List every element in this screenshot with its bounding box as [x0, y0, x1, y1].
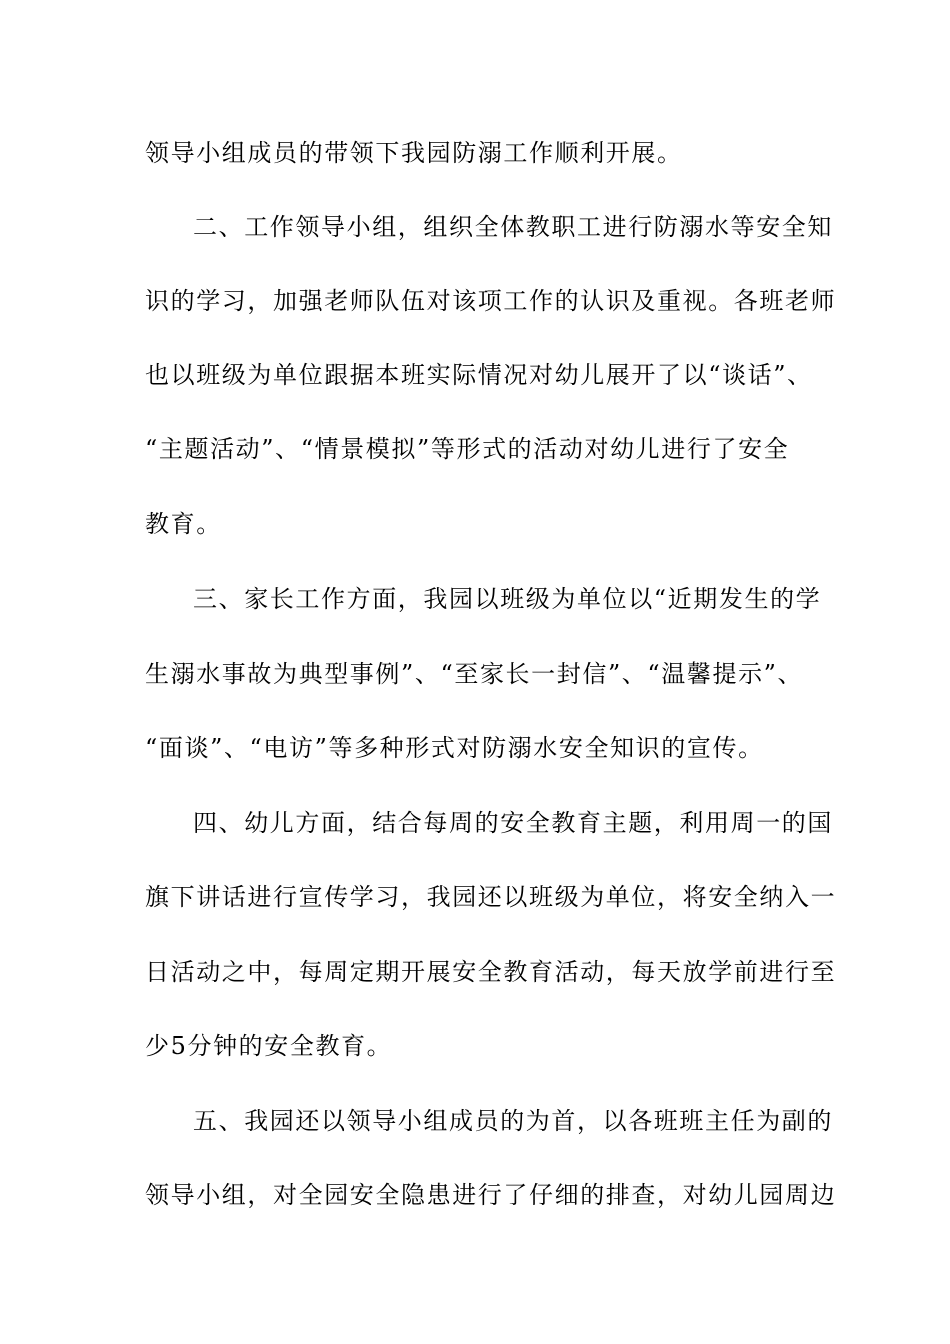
text-line: 领导小组成员的带领下我园防溺工作顺利开展。 [145, 139, 683, 167]
text-line: 教育。 [145, 510, 222, 538]
text-line: 也以班级为单位跟据本班实际情况对幼儿展开了以“谈话”、 [145, 361, 813, 389]
text-line: 领导小组，对全园安全隐患进行了仔细的排查，对幼儿园周边 [145, 1181, 837, 1209]
text-line: 旗下讲话进行宣传学习，我园还以班级为单位，将安全纳入一 [145, 883, 837, 911]
paragraph-heading-line: 二、工作领导小组，组织全体教职工进行防溺水等安全知 [193, 213, 833, 241]
text-line: “主题活动”、“情景模拟”等形式的活动对幼儿进行了安全 [145, 435, 790, 463]
paragraph-heading-line: 三、家长工作方面，我园以班级为单位以“近期发生的学 [193, 585, 822, 613]
paragraph-heading-line: 四、幼儿方面，结合每周的安全教育主题，利用周一的国 [193, 809, 833, 837]
text-line: 少5分钟的安全教育。 [145, 1032, 393, 1060]
text-line: 日活动之中，每周定期开展安全教育活动，每天放学前进行至 [145, 958, 837, 986]
text-line: 生溺水事故为典型事例”、“至家长一封信”、“温馨提示”、 [145, 660, 804, 688]
text-line: “面谈”、“电访”等多种形式对防溺水安全知识的宣传。 [145, 734, 764, 762]
text-line: 识的学习，加强老师队伍对该项工作的认识及重视。各班老师 [145, 287, 837, 315]
paragraph-heading-line: 五、我园还以领导小组成员的为首，以各班班主任为副的 [193, 1107, 833, 1135]
